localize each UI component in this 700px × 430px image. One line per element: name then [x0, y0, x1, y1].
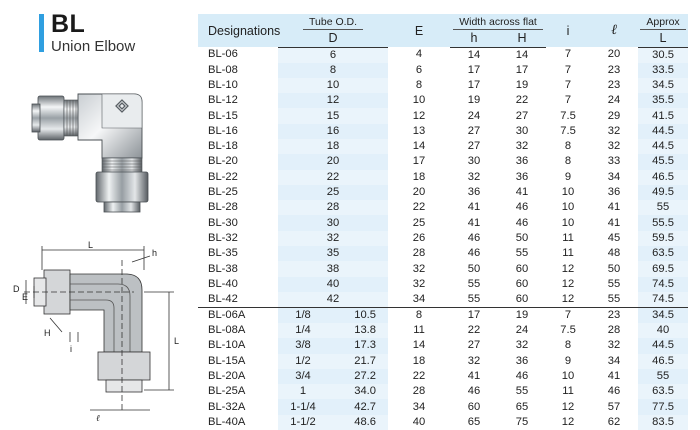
- cell-ell: 32: [607, 124, 621, 137]
- cell-l: 83.5: [638, 415, 688, 430]
- cell-i: 9: [564, 170, 572, 183]
- cell-e: 18: [412, 354, 426, 367]
- cell-h-big: 30: [515, 124, 529, 137]
- cell-designation: BL-12: [208, 94, 238, 107]
- table-row: [198, 307, 688, 323]
- cell-l: 34.5: [638, 78, 688, 93]
- drawing-label-E: E: [22, 292, 29, 302]
- cell-tube-od: 20: [278, 154, 388, 169]
- cell-i: 12: [561, 415, 575, 428]
- cell-designation: BL-18: [208, 140, 238, 153]
- cell-h-small: 17: [450, 307, 498, 323]
- cell-i: 12: [561, 262, 575, 275]
- table-row: [198, 200, 688, 215]
- header-tube-od: Tube O.D.: [278, 14, 388, 30]
- cell-i: 7.5: [560, 109, 576, 122]
- cell-e: 28: [412, 385, 426, 398]
- cell-l: 69.5: [638, 261, 688, 276]
- cell-h-big: 46: [515, 216, 529, 229]
- cell-l: 40: [638, 323, 688, 338]
- cell-h-small: 22: [467, 324, 481, 337]
- cell-ell: 62: [607, 415, 621, 428]
- cell-designation: BL-22: [208, 170, 238, 183]
- cell-e: 8: [415, 78, 423, 91]
- cell-ell: 33: [607, 155, 621, 168]
- cell-ell: 24: [607, 94, 621, 107]
- cell-h-small: 65: [467, 415, 481, 428]
- cell-tube-od: 18: [278, 139, 388, 154]
- cell-tube-od: 27.2: [328, 369, 388, 384]
- cell-h-small: 32: [467, 170, 481, 183]
- spec-table-body: [198, 47, 688, 430]
- product-code: BL: [51, 10, 86, 38]
- cell-tube-od: 25: [278, 185, 388, 200]
- cell-h-big: 46: [515, 201, 529, 214]
- header-approx: Approx: [638, 14, 688, 30]
- cell-l: 30.5: [638, 47, 688, 63]
- table-row: [198, 384, 688, 399]
- table-row: [198, 338, 688, 353]
- cell-l: 46.5: [638, 354, 688, 369]
- cell-l: 74.5: [638, 292, 688, 308]
- cell-i: 10: [561, 216, 575, 229]
- table-row: [198, 277, 688, 292]
- cell-e: 4: [415, 48, 423, 61]
- cell-i: 7: [564, 94, 572, 107]
- cell-h-big: 17: [515, 63, 529, 76]
- cell-h-small: 27: [467, 339, 481, 352]
- drawing-label-L-vertical: L: [174, 336, 180, 346]
- cell-l: 45.5: [638, 154, 688, 169]
- cell-designation: BL-16: [208, 124, 238, 137]
- table-row: [198, 139, 688, 154]
- cell-tube-fraction: 3/4: [278, 369, 328, 384]
- table-row: [198, 399, 688, 414]
- cell-ell: 50: [607, 262, 621, 275]
- cell-ell: 41: [607, 216, 621, 229]
- drawing-label-L: L: [88, 240, 94, 250]
- cell-h-small: 41: [467, 216, 481, 229]
- cell-e: 34: [412, 400, 426, 413]
- cell-h-small: 27: [467, 124, 481, 137]
- cell-h-small: 41: [467, 369, 481, 382]
- cell-e: 22: [412, 201, 426, 214]
- cell-l: 55.5: [638, 215, 688, 230]
- cell-i: 9: [564, 354, 572, 367]
- cell-tube-od: 13.8: [328, 323, 388, 338]
- cell-tube-od: 16: [278, 124, 388, 139]
- cell-tube-od: 17.3: [328, 338, 388, 353]
- cell-designation: BL-15A: [208, 354, 246, 367]
- cell-h-small: 41: [467, 201, 481, 214]
- cell-tube-fraction: 1/2: [278, 354, 328, 369]
- cell-ell: 23: [607, 63, 621, 76]
- cell-i: 10: [561, 201, 575, 214]
- dimension-drawing: [4, 240, 194, 425]
- cell-e: 26: [412, 231, 426, 244]
- table-row: [198, 369, 688, 384]
- cell-ell: 32: [607, 339, 621, 352]
- cell-l: 41.5: [638, 108, 688, 123]
- cell-i: 12: [561, 400, 575, 413]
- drawing-label-D: D: [13, 284, 20, 294]
- cell-h-big: 19: [498, 307, 546, 323]
- cell-ell: 34: [607, 354, 621, 367]
- cell-designation: BL-10A: [208, 339, 246, 352]
- table-row: [198, 78, 688, 93]
- cell-l: 77.5: [638, 399, 688, 414]
- cell-l: 63.5: [638, 246, 688, 261]
- cell-tube-od: 8: [278, 63, 388, 78]
- cell-h-small: 17: [467, 78, 481, 91]
- cell-ell: 36: [607, 186, 621, 199]
- cell-e: 32: [412, 277, 426, 290]
- cell-h-small: 46: [467, 231, 481, 244]
- table-row: [198, 415, 688, 430]
- cell-ell: 20: [607, 48, 621, 61]
- cell-tube-od: 28: [278, 200, 388, 215]
- cell-i: 8: [564, 155, 572, 168]
- cell-tube-fraction: 1/8: [278, 307, 328, 323]
- cell-h-small: 55: [467, 277, 481, 290]
- cell-i: 12: [561, 277, 575, 290]
- cell-h-big: 55: [515, 385, 529, 398]
- cell-tube-od: 30: [278, 215, 388, 230]
- cell-l: 44.5: [638, 338, 688, 353]
- cell-tube-fraction: 1-1/4: [278, 399, 328, 414]
- cell-h-small: 46: [467, 385, 481, 398]
- cell-designation: BL-06: [208, 48, 238, 61]
- cell-i: 7: [546, 307, 590, 323]
- cell-tube-fraction: 1/4: [278, 323, 328, 338]
- cell-designation: BL-35: [208, 247, 238, 260]
- cell-h-big: 32: [515, 140, 529, 153]
- cell-ell: 41: [607, 201, 621, 214]
- cell-designation: BL-25: [208, 186, 238, 199]
- cell-ell: 23: [607, 78, 621, 91]
- cell-tube-fraction: 1-1/2: [278, 415, 328, 430]
- title-accent-bar: [39, 14, 44, 52]
- cell-ell: 32: [607, 140, 621, 153]
- cell-ell: 55: [607, 292, 621, 305]
- cell-designation: BL-30: [208, 216, 238, 229]
- cell-designation: BL-40A: [208, 415, 246, 428]
- cell-e: 14: [412, 339, 426, 352]
- table-row: [198, 108, 688, 123]
- cell-i: 11: [562, 247, 574, 260]
- drawing-label-i: i: [70, 344, 72, 354]
- cell-i: 10: [561, 186, 575, 199]
- cell-tube-od: 34.0: [328, 384, 388, 399]
- cell-tube-od: 42: [278, 292, 388, 308]
- cell-h-big: 19: [515, 78, 529, 91]
- cell-designation: BL-28: [208, 201, 238, 214]
- drawing-label-ell: ℓ: [96, 414, 100, 424]
- table-row: [198, 215, 688, 230]
- cell-i: 12: [561, 292, 575, 305]
- cell-tube-od: 21.7: [328, 354, 388, 369]
- cell-designation: BL-06A: [198, 307, 278, 323]
- cell-ell: 34: [607, 170, 621, 183]
- cell-h-big: 24: [515, 324, 529, 337]
- cell-tube-od: 40: [278, 277, 388, 292]
- header-designations: Designations: [198, 14, 278, 47]
- cell-h-big: 36: [515, 155, 529, 168]
- cell-h-small: 55: [467, 292, 481, 305]
- cell-l: 49.5: [638, 185, 688, 200]
- cell-h-small: 36: [467, 186, 481, 199]
- cell-tube-fraction: 3/8: [278, 338, 328, 353]
- table-row: [198, 63, 688, 78]
- cell-e: 18: [412, 170, 426, 183]
- cell-h-big: 36: [515, 354, 529, 367]
- cell-h-big: 50: [515, 231, 529, 244]
- table-row: [198, 185, 688, 200]
- header-d: D: [278, 30, 388, 47]
- cell-e: 12: [412, 109, 426, 122]
- cell-ell: 55: [607, 277, 621, 290]
- cell-h-small: 60: [467, 400, 481, 413]
- table-row: [198, 246, 688, 261]
- cell-h-small: 17: [467, 63, 481, 76]
- cell-designation: BL-40: [208, 277, 238, 290]
- cell-designation: BL-25A: [208, 385, 246, 398]
- cell-tube-od: 22: [278, 170, 388, 185]
- header-l: L: [638, 30, 688, 47]
- header-ell: ℓ: [590, 14, 638, 47]
- cell-i: 7: [564, 63, 572, 76]
- cell-i: 11: [562, 385, 574, 398]
- drawing-label-h: h: [152, 248, 158, 258]
- cell-tube-od: 6: [278, 47, 388, 63]
- cell-l: 44.5: [638, 139, 688, 154]
- cell-l: 55: [638, 369, 688, 384]
- cell-h-big: 55: [515, 247, 529, 260]
- cell-h-big: 14: [515, 48, 529, 61]
- header-h-small: h: [450, 30, 498, 47]
- cell-designation: BL-32: [208, 231, 238, 244]
- cell-h-big: 46: [515, 369, 529, 382]
- cell-designation: BL-38: [208, 262, 238, 275]
- cell-e: 28: [412, 247, 426, 260]
- cell-designation: BL-15: [208, 109, 238, 122]
- cell-h-big: 36: [515, 170, 529, 183]
- cell-i: 10: [561, 369, 575, 382]
- cell-e: 11: [413, 324, 425, 337]
- cell-e: 32: [412, 262, 426, 275]
- cell-ell: 23: [590, 307, 638, 323]
- cell-e: 13: [412, 124, 426, 137]
- cell-l: 59.5: [638, 231, 688, 246]
- cell-h-small: 19: [467, 94, 481, 107]
- cell-h-big: 60: [515, 292, 529, 305]
- cell-e: 25: [412, 216, 426, 229]
- cell-l: 74.5: [638, 277, 688, 292]
- cell-e: 20: [412, 186, 426, 199]
- cell-designation: BL-08: [208, 63, 238, 76]
- table-row: [198, 354, 688, 369]
- product-name: Union Elbow: [51, 38, 136, 55]
- cell-h-big: 75: [515, 415, 529, 428]
- cell-h-big: 65: [515, 400, 529, 413]
- cell-e: 34: [412, 292, 426, 305]
- cell-e: 40: [412, 415, 426, 428]
- drawing-label-H: H: [44, 328, 51, 338]
- cell-designation: BL-08A: [208, 324, 246, 337]
- cell-designation: BL-32A: [208, 400, 246, 413]
- table-row: [198, 124, 688, 139]
- cell-i: 7.5: [560, 324, 576, 337]
- cell-ell: 28: [607, 324, 621, 337]
- cell-e: 8: [388, 307, 450, 323]
- cell-l: 63.5: [638, 384, 688, 399]
- cell-i: 8: [564, 339, 572, 352]
- table-row: [198, 93, 688, 108]
- cell-h-small: 46: [467, 247, 481, 260]
- cell-h-big: 41: [515, 186, 529, 199]
- cell-i: 7: [564, 48, 572, 61]
- cell-i: 8: [564, 140, 572, 153]
- header-width-across-flat: Width across flat: [450, 14, 546, 30]
- cell-l: 33.5: [638, 63, 688, 78]
- cell-tube-fraction: 1: [278, 384, 328, 399]
- table-row: [198, 47, 688, 63]
- cell-h-small: 30: [467, 155, 481, 168]
- cell-i: 7.5: [560, 124, 576, 137]
- cell-designation: BL-42: [208, 292, 238, 305]
- cell-designation: BL-20A: [208, 369, 246, 382]
- table-row: [198, 261, 688, 276]
- cell-h-small: 50: [467, 262, 481, 275]
- cell-h-small: 32: [467, 354, 481, 367]
- product-photo: [30, 68, 190, 228]
- cell-i: 11: [562, 231, 574, 244]
- cell-tube-od: 38: [278, 261, 388, 276]
- cell-tube-od: 12: [278, 93, 388, 108]
- header-i: i: [546, 14, 590, 47]
- cell-tube-od: 10.5: [328, 307, 388, 323]
- cell-l: 34.5: [638, 307, 688, 323]
- cell-tube-od: 15: [278, 108, 388, 123]
- cell-h-small: 24: [467, 109, 481, 122]
- cell-l: 35.5: [638, 93, 688, 108]
- cell-h-big: 27: [515, 109, 529, 122]
- table-row: [198, 323, 688, 338]
- cell-e: 14: [412, 140, 426, 153]
- cell-ell: 29: [607, 109, 621, 122]
- table-row: [198, 231, 688, 246]
- cell-e: 6: [415, 63, 423, 76]
- cell-tube-od: 42.7: [328, 399, 388, 414]
- cell-e: 10: [412, 94, 426, 107]
- cell-h-big: 32: [515, 339, 529, 352]
- cell-h-big: 60: [515, 262, 529, 275]
- cell-designation: BL-20: [208, 155, 238, 168]
- cell-ell: 45: [607, 231, 621, 244]
- cell-h-big: 22: [515, 94, 529, 107]
- cell-i: 7: [564, 78, 572, 91]
- spec-table-container: [198, 14, 688, 428]
- cell-l: 44.5: [638, 124, 688, 139]
- cell-tube-od: 10: [278, 78, 388, 93]
- cell-ell: 41: [607, 369, 621, 382]
- cell-l: 55: [638, 200, 688, 215]
- cell-designation: BL-10: [208, 78, 238, 91]
- cell-h-big: 60: [515, 277, 529, 290]
- table-row: [198, 170, 688, 185]
- cell-ell: 46: [607, 385, 621, 398]
- cell-ell: 57: [607, 400, 621, 413]
- cell-l: 46.5: [638, 170, 688, 185]
- cell-h-small: 27: [467, 140, 481, 153]
- cell-tube-od: 32: [278, 231, 388, 246]
- cell-e: 17: [412, 155, 426, 168]
- table-row: [198, 154, 688, 169]
- cell-h-small: 14: [467, 48, 481, 61]
- header-h-big: H: [498, 30, 546, 47]
- table-row: [198, 292, 688, 308]
- header-e: E: [388, 14, 450, 47]
- cell-e: 22: [412, 369, 426, 382]
- spec-table: [198, 14, 688, 430]
- cell-ell: 48: [607, 247, 621, 260]
- cell-tube-od: 48.6: [328, 415, 388, 430]
- cell-tube-od: 35: [278, 246, 388, 261]
